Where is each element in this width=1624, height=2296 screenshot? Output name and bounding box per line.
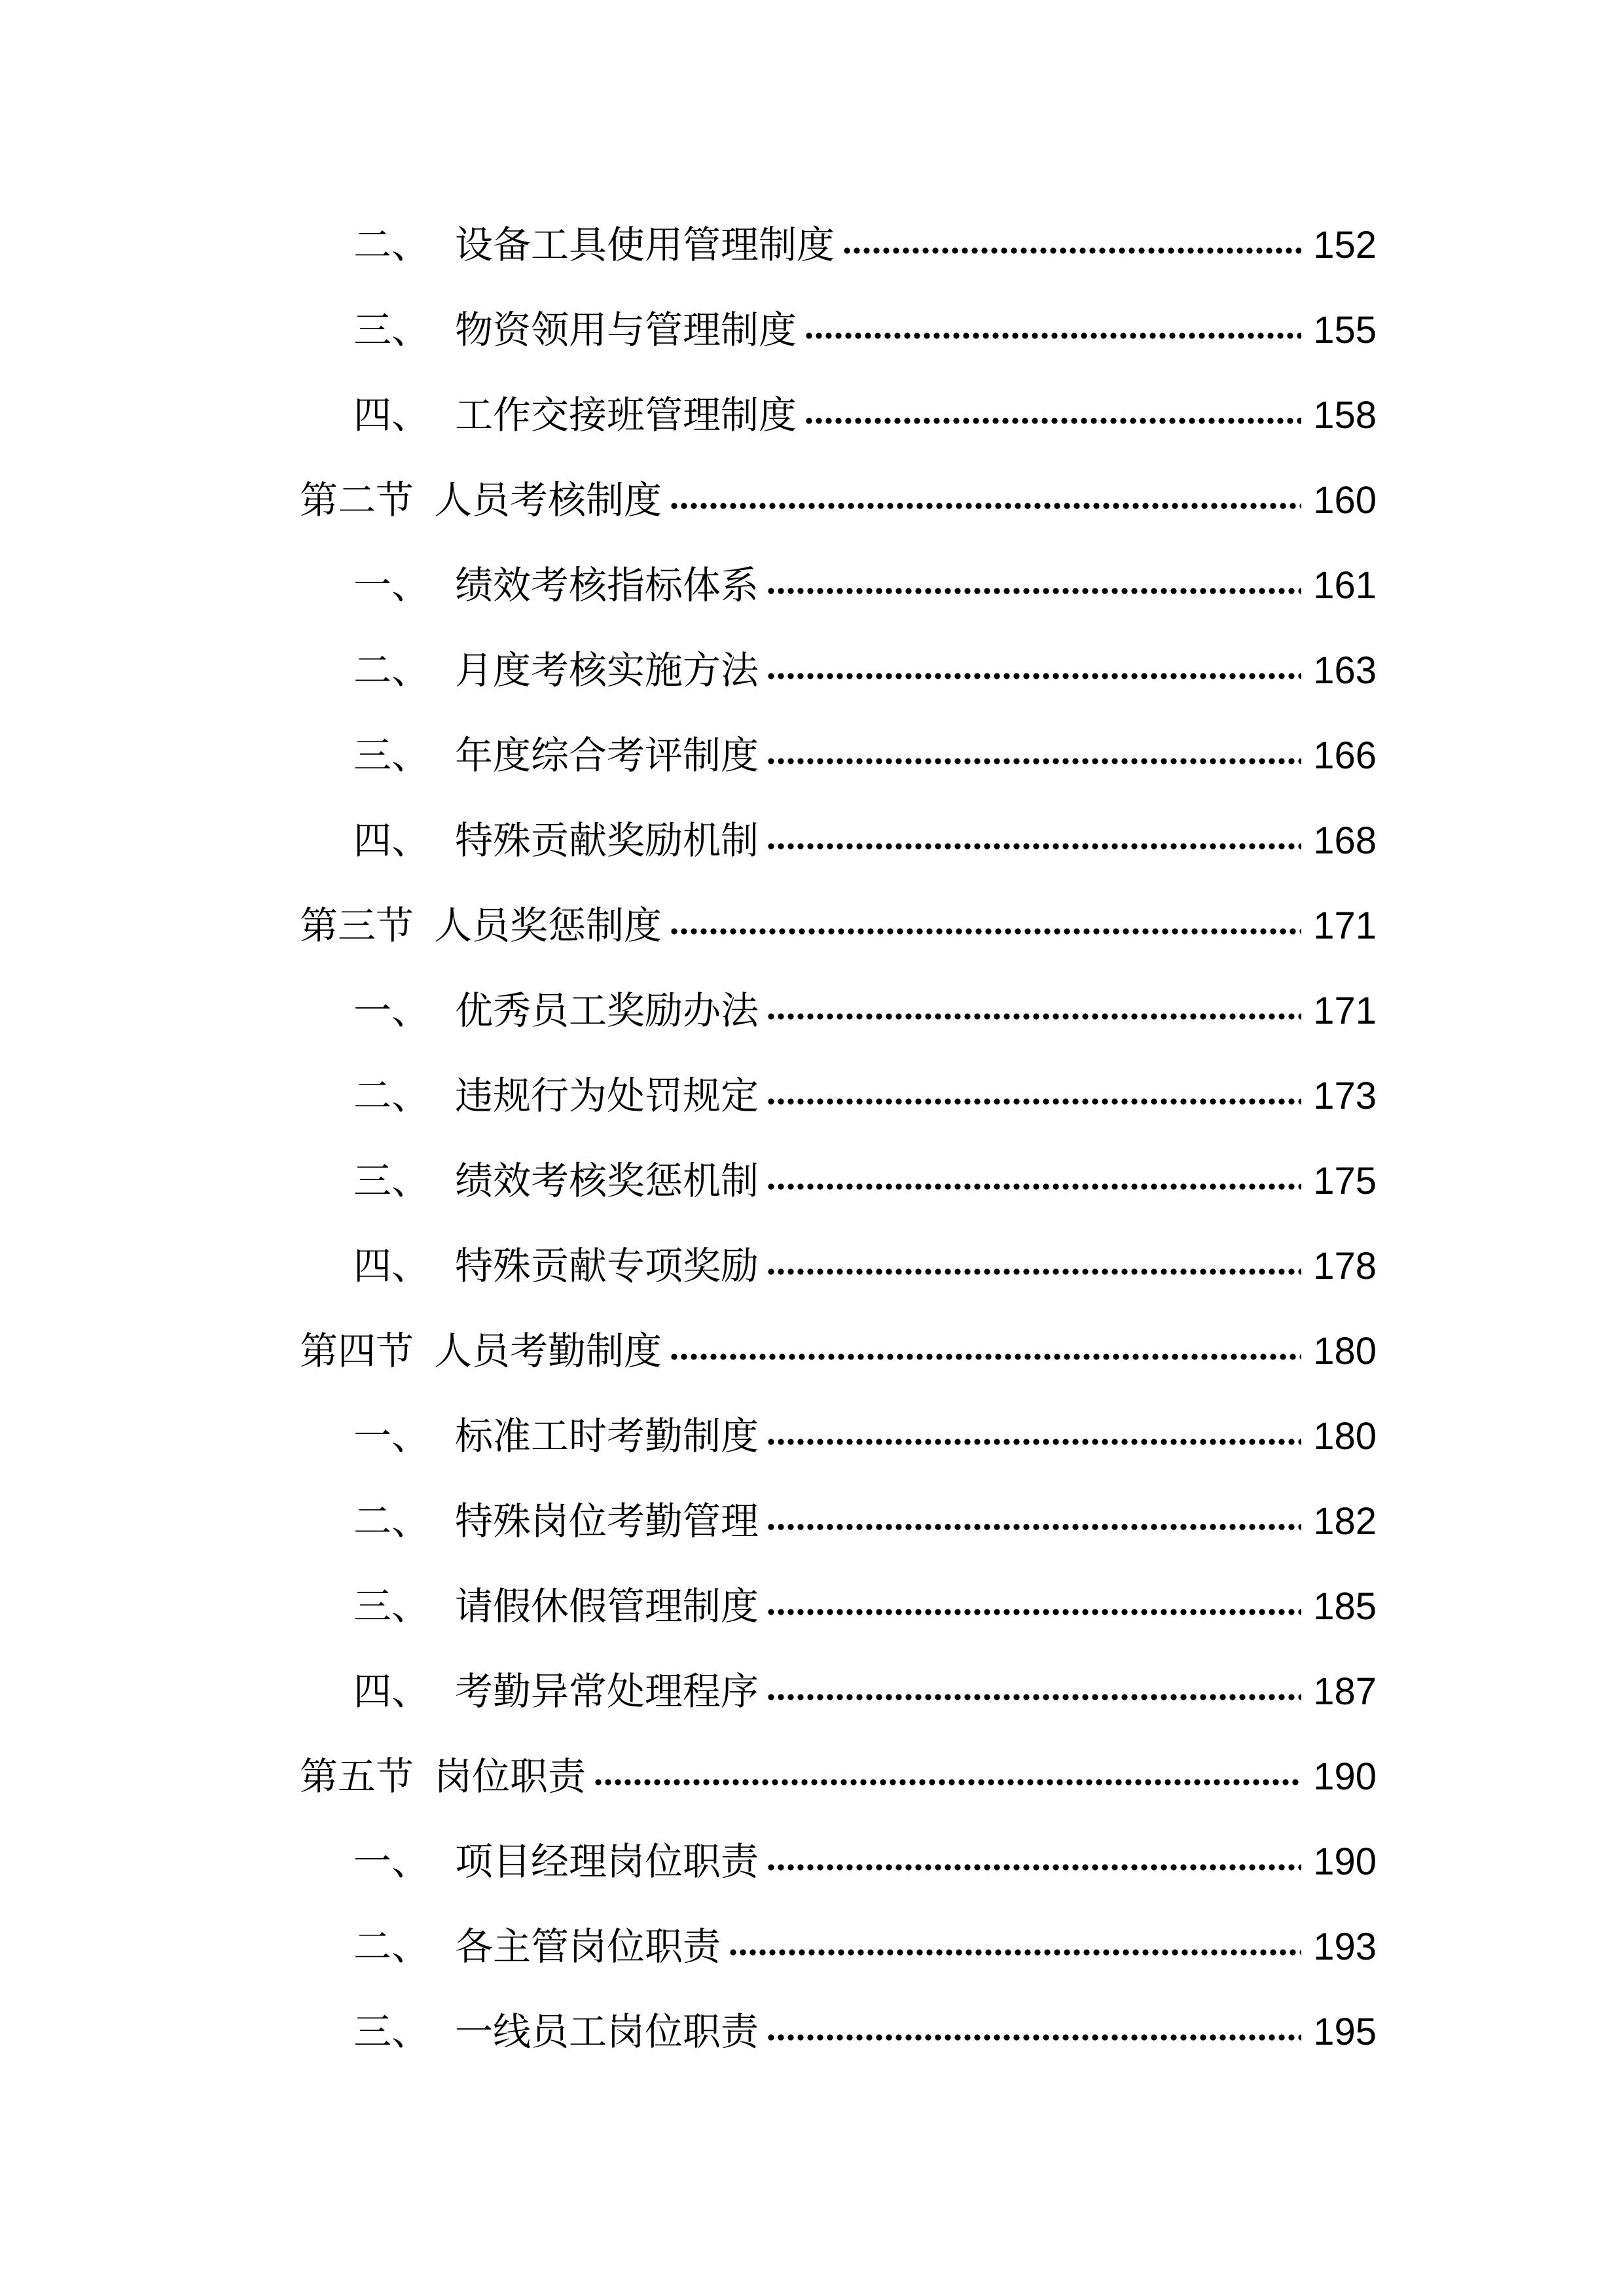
dot-leader — [844, 247, 1301, 254]
dot-leader — [671, 503, 1301, 509]
toc-entry-number: 二、 — [353, 1926, 430, 1968]
toc-entry-page-number: 168 — [1313, 819, 1377, 862]
toc-entry-page-number: 160 — [1313, 479, 1377, 522]
toc-entry-page-number: 182 — [1313, 1500, 1377, 1543]
toc-entry-number: 二、 — [353, 649, 430, 692]
toc-entry-number: 二、 — [353, 224, 430, 266]
toc-entry-number: 一、 — [353, 564, 430, 607]
toc-entry-page-number: 195 — [1313, 2011, 1377, 2053]
toc-entry[interactable] — [0, 628, 1377, 713]
toc-entry-page-number: 187 — [1313, 1670, 1377, 1713]
toc-entry-title: 请假休假管理制度 — [455, 1585, 759, 1628]
toc-entry-number: 三、 — [353, 2011, 430, 2053]
toc-entry-title: 人员考勤制度 — [434, 1330, 662, 1372]
toc-entry-page-number: 158 — [1313, 394, 1377, 437]
toc-entry[interactable] — [0, 798, 1377, 884]
toc-entry-number: 二、 — [353, 1075, 430, 1117]
toc-entry-number: 三、 — [353, 1585, 430, 1628]
toc-entry[interactable] — [0, 1649, 1377, 1734]
toc-entry-number: 三、 — [353, 309, 430, 351]
dot-leader — [730, 1949, 1301, 1956]
toc-entry[interactable] — [0, 713, 1377, 798]
toc-entry-number: 四、 — [353, 1245, 430, 1287]
toc-entry-page-number: 155 — [1313, 309, 1377, 351]
toc-entry-title: 违规行为处罚规定 — [455, 1075, 759, 1117]
toc-entry-number: 第五节 — [300, 1755, 414, 1798]
toc-entry[interactable] — [0, 1990, 1377, 2075]
toc-entry[interactable] — [0, 1905, 1377, 1990]
toc-entry-title: 特殊岗位考勤管理 — [455, 1500, 759, 1543]
toc-entry-number: 第二节 — [300, 479, 414, 522]
toc-entry-page-number: 166 — [1313, 734, 1377, 777]
dot-leader — [768, 1524, 1301, 1530]
toc-entry-title: 特殊贡献专项奖励 — [455, 1245, 759, 1287]
toc-entry-page-number: 180 — [1313, 1330, 1377, 1372]
toc-entry-number: 四、 — [353, 1670, 430, 1713]
toc-entry[interactable] — [0, 1564, 1377, 1649]
dot-leader — [768, 1098, 1301, 1105]
toc-entry-page-number: 161 — [1313, 564, 1377, 607]
toc-entry-page-number: 180 — [1313, 1415, 1377, 1458]
toc-entry-number: 四、 — [353, 394, 430, 437]
toc-entry-title: 项目经理岗位职责 — [455, 1840, 759, 1883]
dot-leader — [768, 1268, 1301, 1275]
dot-leader — [806, 332, 1301, 339]
toc-entry[interactable] — [0, 543, 1377, 628]
toc-entry-number: 第四节 — [300, 1330, 414, 1372]
toc-entry-number: 第三节 — [300, 905, 414, 947]
toc-entry-page-number: 163 — [1313, 649, 1377, 692]
toc-entry-number: 一、 — [353, 990, 430, 1032]
toc-entry-title: 人员奖惩制度 — [434, 905, 662, 947]
toc-entry-title: 月度考核实施方法 — [455, 649, 759, 692]
toc-entry-title: 年度综合考评制度 — [455, 734, 759, 777]
dot-leader — [768, 1694, 1301, 1700]
toc-entry-page-number: 185 — [1313, 1585, 1377, 1628]
toc-entry[interactable] — [0, 1309, 1377, 1394]
toc-entry[interactable] — [0, 458, 1377, 543]
toc-entry-title: 标准工时考勤制度 — [455, 1415, 759, 1458]
toc-entry-title: 特殊贡献奖励机制 — [455, 819, 759, 862]
toc-entry-title: 各主管岗位职责 — [455, 1926, 721, 1968]
toc-entry[interactable] — [0, 1394, 1377, 1479]
toc-entry[interactable] — [0, 203, 1377, 288]
toc-entry[interactable] — [0, 1479, 1377, 1564]
dot-leader — [768, 2034, 1301, 2041]
toc-entry-title: 设备工具使用管理制度 — [455, 224, 835, 266]
toc-entry[interactable] — [0, 884, 1377, 969]
toc-entry[interactable] — [0, 288, 1377, 373]
toc-entry-title: 工作交接班管理制度 — [455, 394, 797, 437]
dot-leader — [671, 928, 1301, 935]
toc-list — [0, 203, 1377, 2075]
dot-leader — [768, 758, 1301, 764]
dot-leader — [595, 1779, 1301, 1785]
dot-leader — [768, 1609, 1301, 1615]
toc-entry-number: 四、 — [353, 819, 430, 862]
dot-leader — [768, 673, 1301, 679]
dot-leader — [768, 843, 1301, 850]
dot-leader — [768, 588, 1301, 594]
dot-leader — [768, 1439, 1301, 1445]
toc-entry[interactable] — [0, 1224, 1377, 1309]
toc-entry-title: 人员考核制度 — [434, 479, 662, 522]
toc-entry-title: 考勤异常处理程序 — [455, 1670, 759, 1713]
toc-entry-number: 三、 — [353, 1160, 430, 1202]
toc-entry[interactable] — [0, 1734, 1377, 1820]
toc-entry-title: 物资领用与管理制度 — [455, 309, 797, 351]
toc-entry-page-number: 173 — [1313, 1075, 1377, 1117]
toc-entry-page-number: 175 — [1313, 1160, 1377, 1202]
toc-entry-page-number: 171 — [1313, 905, 1377, 947]
toc-entry[interactable] — [0, 969, 1377, 1054]
toc-entry-title: 优秀员工奖励办法 — [455, 990, 759, 1032]
dot-leader — [806, 418, 1301, 424]
toc-entry-page-number: 152 — [1313, 224, 1377, 266]
dot-leader — [768, 1864, 1301, 1871]
dot-leader — [768, 1013, 1301, 1020]
dot-leader — [671, 1354, 1301, 1360]
toc-entry[interactable] — [0, 1139, 1377, 1224]
toc-entry-number: 二、 — [353, 1500, 430, 1543]
toc-entry[interactable] — [0, 1054, 1377, 1139]
toc-entry-page-number: 178 — [1313, 1245, 1377, 1287]
toc-entry-number: 三、 — [353, 734, 430, 777]
toc-entry-title: 绩效考核奖惩机制 — [455, 1160, 759, 1202]
dot-leader — [768, 1183, 1301, 1190]
toc-entry-title: 绩效考核指标体系 — [455, 564, 759, 607]
toc-entry-page-number: 193 — [1313, 1926, 1377, 1968]
toc-entry-number: 一、 — [353, 1840, 430, 1883]
toc-entry-page-number: 171 — [1313, 990, 1377, 1032]
toc-entry-page-number: 190 — [1313, 1755, 1377, 1798]
toc-entry-page-number: 190 — [1313, 1840, 1377, 1883]
toc-entry-title: 岗位职责 — [434, 1755, 586, 1798]
toc-entry-title: 一线员工岗位职责 — [455, 2011, 759, 2053]
toc-entry-number: 一、 — [353, 1415, 430, 1458]
toc-entry[interactable] — [0, 373, 1377, 458]
toc-entry[interactable] — [0, 1820, 1377, 1905]
